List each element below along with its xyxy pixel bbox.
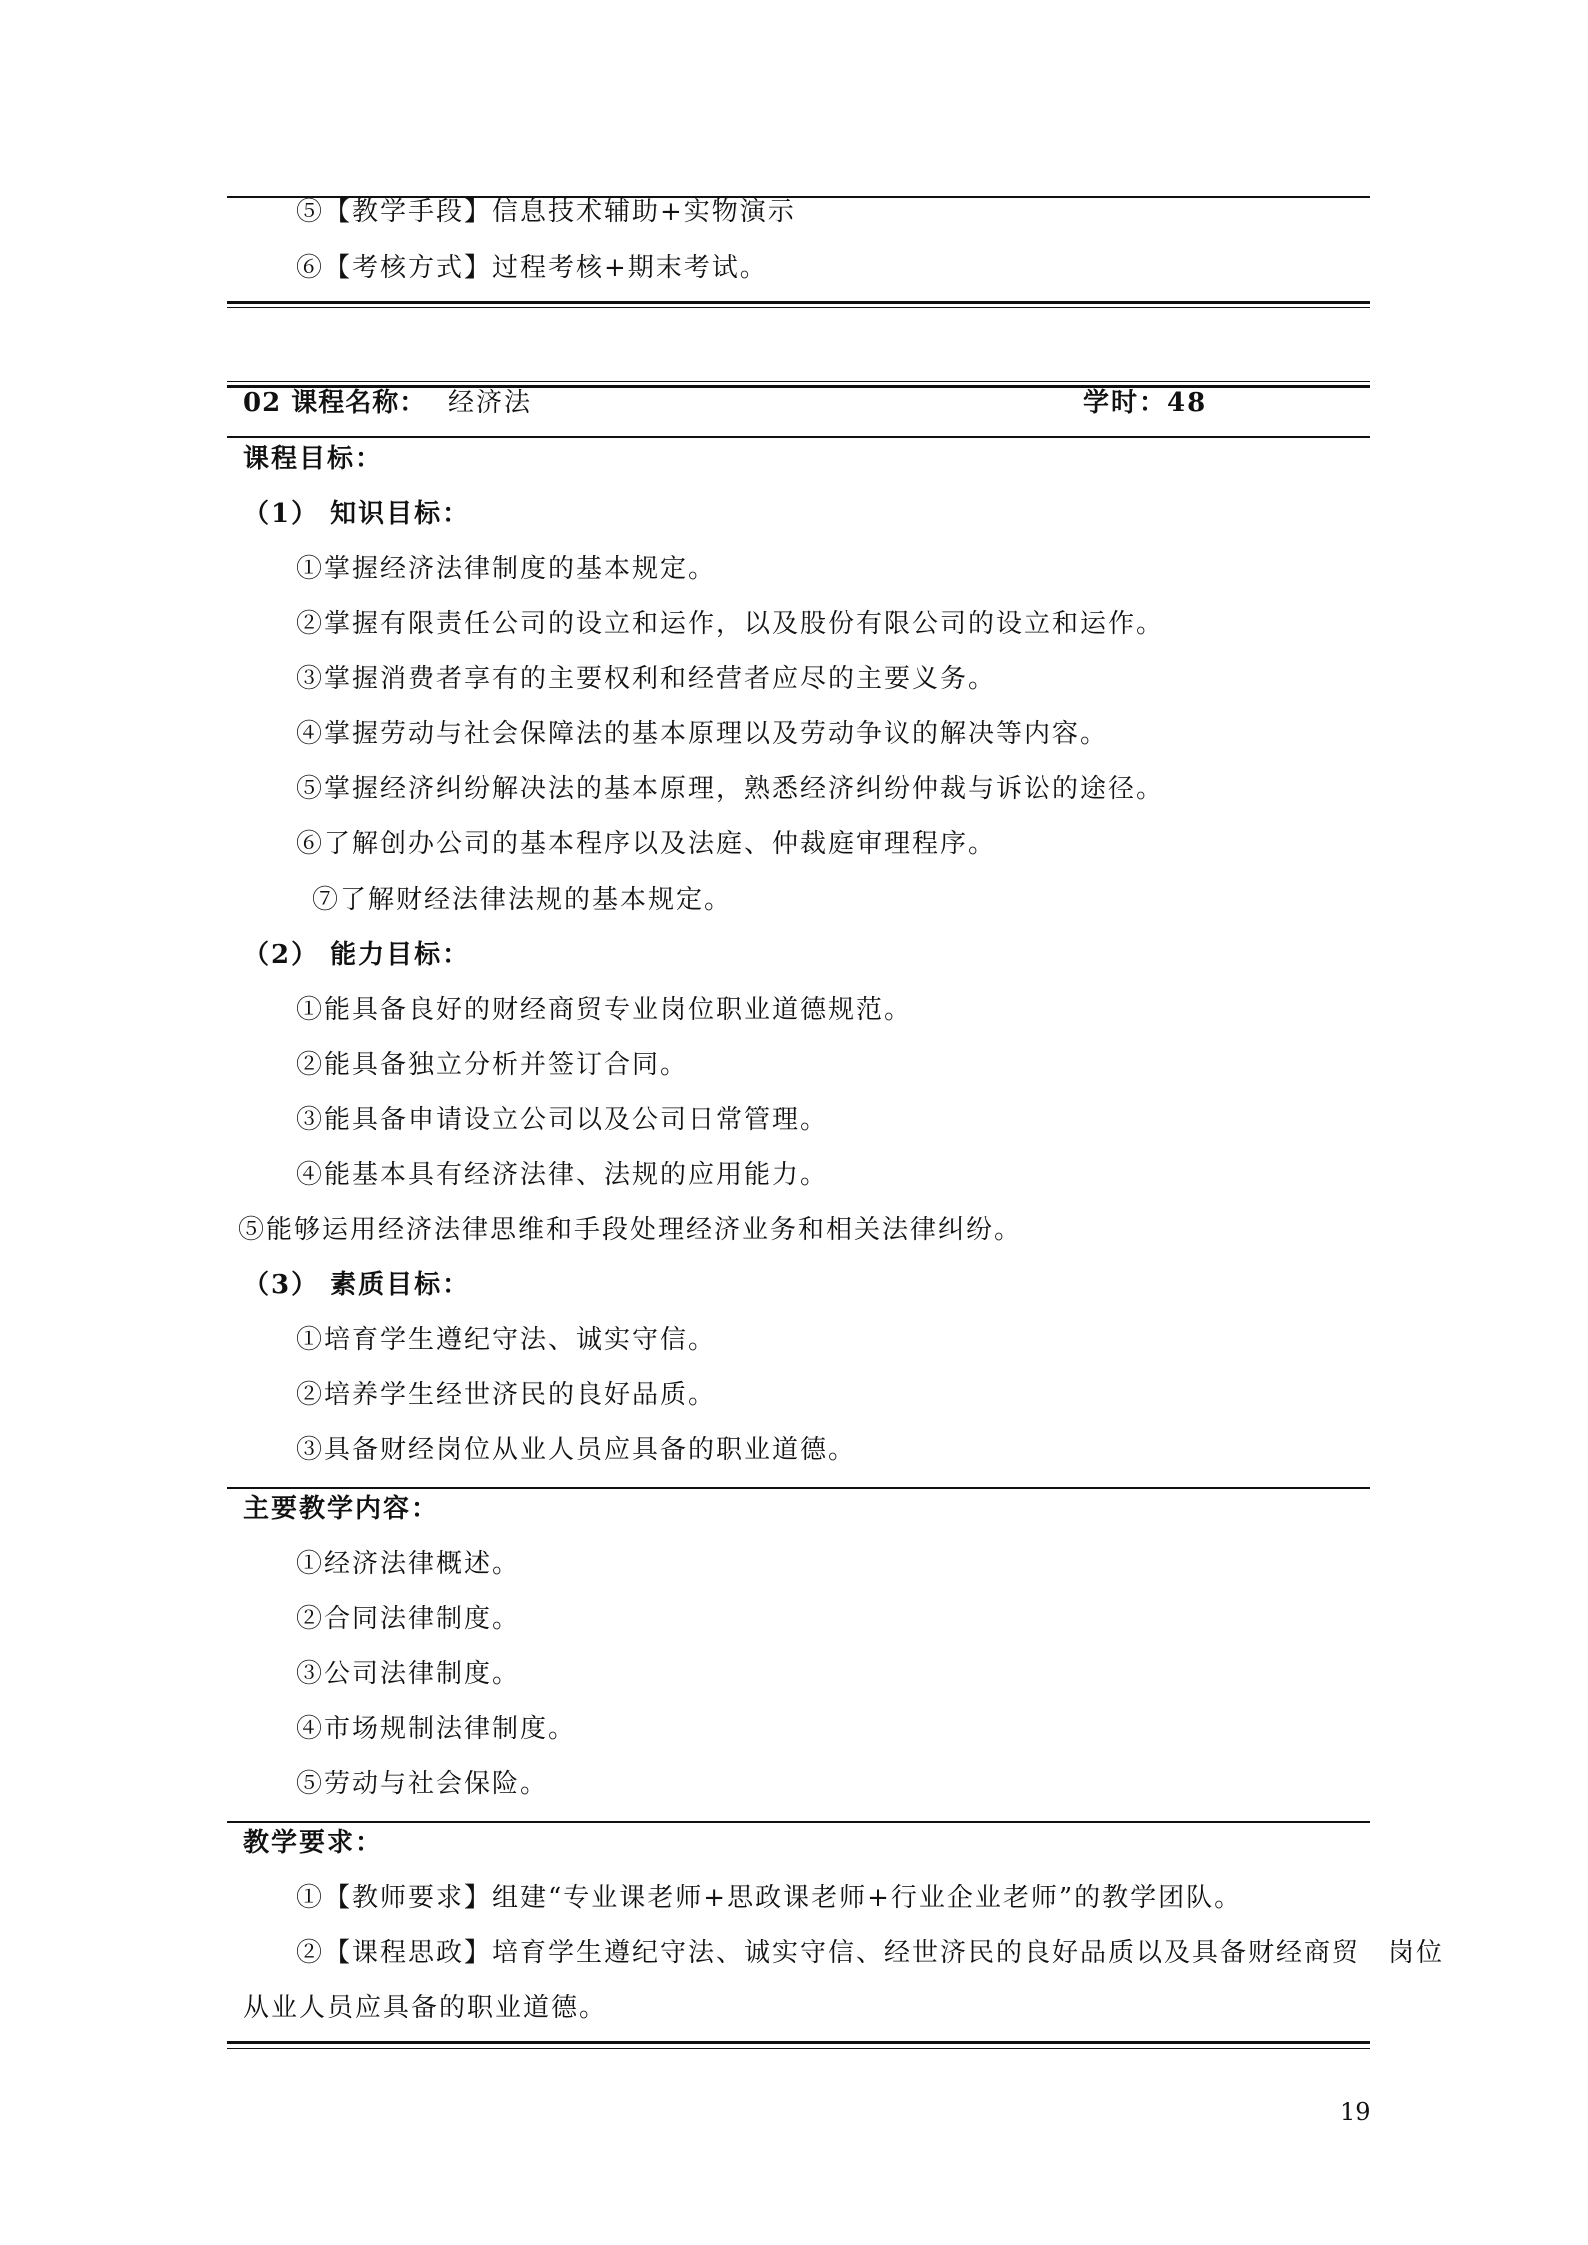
knowledge-item: ②掌握有限责任公司的设立和运作，以及股份有限公司的设立和运作。 — [296, 609, 1165, 639]
knowledge-item: ④掌握劳动与社会保障法的基本原理以及劳动争议的解决等内容。 — [296, 719, 1109, 749]
ability-item: ①能具备良好的财经商贸专业岗位职业道德规范。 — [296, 995, 913, 1025]
teaching-means: ⑤【教学手段】信息技术辅助+实物演示 — [296, 197, 796, 227]
content-item: ⑤劳动与社会保险。 — [296, 1769, 549, 1799]
assessment-method: ⑥【考核方式】过程考核+期末考试。 — [296, 253, 768, 283]
quality-item: ③具备财经岗位从业人员应具备的职业道德。 — [296, 1435, 857, 1465]
quality-item: ①培育学生遵纪守法、诚实守信。 — [296, 1325, 717, 1355]
content-item: ②合同法律制度。 — [296, 1604, 521, 1634]
content-item: ③公司法律制度。 — [296, 1659, 521, 1689]
quality-heading: （3） 素质目标： — [243, 1270, 471, 1300]
quality-item: ②培养学生经世济民的良好品质。 — [296, 1380, 717, 1410]
knowledge-item: ⑦了解财经法律法规的基本规定。 — [312, 885, 733, 915]
knowledge-item: ①掌握经济法律制度的基本规定。 — [296, 554, 717, 584]
bottom-rule-thin — [227, 2048, 1370, 2049]
content-item: ④市场规制法律制度。 — [296, 1714, 577, 1744]
objectives-title: 课程目标： — [243, 444, 384, 474]
knowledge-item: ⑤掌握经济纠纷解决法的基本原理，熟悉经济纠纷仲裁与诉讼的途径。 — [296, 774, 1165, 804]
ability-item: ⑤能够运用经济法律思维和手段处理经济业务和相关法律纠纷。 — [238, 1215, 1023, 1245]
ability-heading: （2） 能力目标： — [243, 940, 471, 970]
content-title: 主要教学内容： — [243, 1494, 440, 1524]
content-rule — [227, 1487, 1370, 1489]
ability-item: ②能具备独立分析并签订合同。 — [296, 1050, 689, 1080]
ability-item: ③能具备申请设立公司以及公司日常管理。 — [296, 1105, 829, 1135]
section-end-rule-thick — [227, 301, 1370, 304]
bottom-rule-thick — [227, 2041, 1370, 2044]
knowledge-item: ⑥了解创办公司的基本程序以及法庭、仲裁庭审理程序。 — [296, 829, 997, 859]
course-name-label: 02 课程名称： — [243, 388, 427, 418]
page-number: 19 — [1340, 2098, 1371, 2126]
ability-item: ④能基本具有经济法律、法规的应用能力。 — [296, 1160, 829, 1190]
requirements-item: 从业人员应具备的职业道德。 — [243, 1993, 608, 2023]
course-header-rule — [227, 436, 1370, 438]
requirements-rule — [227, 1821, 1370, 1823]
requirements-title: 教学要求： — [243, 1828, 384, 1858]
content-item: ①经济法律概述。 — [296, 1549, 521, 1579]
course-name-value: 经济法 — [448, 388, 533, 418]
requirements-item: ①【教师要求】组建“专业课老师+思政课老师+行业企业老师”的教学团队。 — [296, 1883, 1243, 1913]
course-hours: 学时：48 — [1083, 388, 1208, 418]
knowledge-item: ③掌握消费者享有的主要权利和经营者应尽的主要义务。 — [296, 664, 997, 694]
section-end-rule-thin — [227, 307, 1370, 308]
course-top-rule-thin — [227, 381, 1370, 382]
knowledge-heading: （1） 知识目标： — [243, 499, 471, 529]
requirements-item: ②【课程思政】培育学生遵纪守法、诚实守信、经世济民的良好品质以及具备财经商贸 岗位 — [296, 1938, 1445, 1968]
